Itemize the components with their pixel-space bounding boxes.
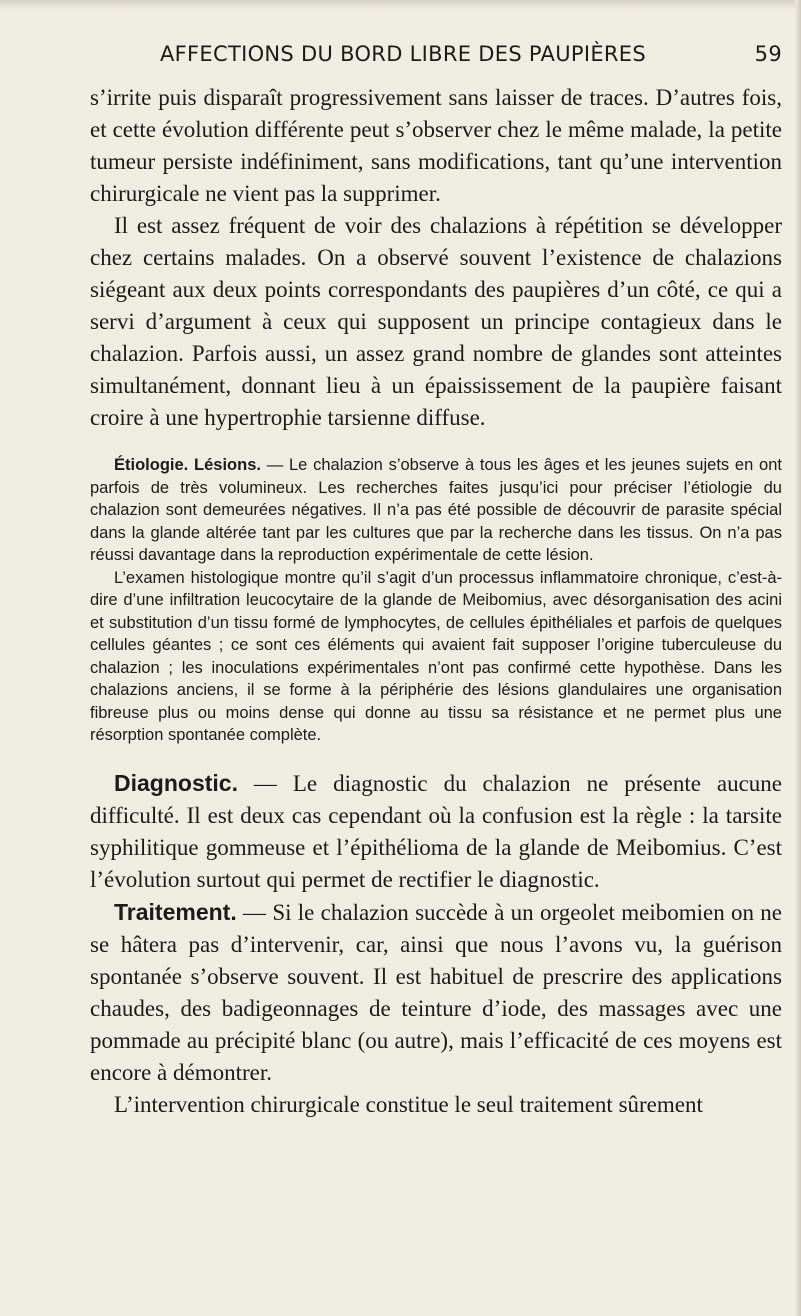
running-title: AFFECTIONS DU BORD LIBRE DES PAUPIÈRES	[160, 42, 646, 66]
spacer	[90, 434, 782, 454]
section-heading-diagnostic: Diagnostic.	[114, 769, 238, 796]
spacer	[90, 747, 782, 767]
traitement-text: — Si le chalazion succède à un orgeolet meibomien on ne se hâtera pas d’intervenir, car, ainsi que nous l’avons vu, la guérison spontanée s’observe souvent. Il est habituel de prescrire des applications chaudes, des badigeonnages de teinture d’iode, des massages avec une pommade au précipité blanc (ou autre), mais l’efficacité de ces moyens est encore à démontrer.	[90, 899, 782, 1085]
paragraph-repetition: Il est assez fréquent de voir des chalazions à répétition se développer chez certains malades. On a observé souvent l’existence de chalazions siégeant aux deux points correspondants des paupières d’un côté, ce qui a servi d’argument à ceux qui supposent un principe contagieux dans le chalazion. Parfois aussi, un assez grand nombre de glandes sont atteintes simultanément, donnant lieu à un épaississement de la paupière faisant croire à une hypertrophie tarsienne diffuse.	[90, 213, 782, 430]
paragraph-examen-histologique: L’examen histologique montre qu’il s’agit d’un processus inflammatoire chronique, c’est-à-dire d’une infiltration leucocytaire de la glande de Meibomius, avec désorganisation des acini et substitution d’un tissu formé de lymphocytes, de cellules épithéliales et parfois de quelques cellules géantes ; ce sont ces éléments qui avaient fait supposer l’origine tuberculeuse du chalazion ; les inoculations expérimentales n’ont pas confirmé cette hypothèse. Dans les chalazions anciens, il se forme à la périphérie des lésions glandulaires une organisation fibreuse plus ou moins dense qui donne au tissu sa résistance et ne permet plus une résorption spontanée complète.	[90, 568, 782, 744]
paragraph-continuation: s’irrite puis disparaît progressivement sans laisser de traces. D’autres fois, et cette évolution différente peut s’observer chez le même malade, la petite tumeur persiste indéfiniment, sans modifications, tant qu’une intervention chirurgicale ne vient pas la supprimer.	[90, 85, 782, 206]
page-edge-shadow	[0, 0, 801, 10]
paragraph-traitement	[90, 896, 782, 1089]
body-text	[90, 82, 782, 1121]
section-heading-etiologie: Étiologie. Lésions.	[114, 456, 261, 474]
paragraph-diagnostic	[90, 767, 782, 896]
etiologie-text: — Le chalazion s’observe à tous les âges et les jeunes sujets en ont parfois de très volumineux. Les recherches faites jusqu’ici pour préciser l’étiologie du chalazion sont demeurées négatives. Il n’a pas été possible de découvrir de parasite spécial dans la glande altérée tant par les cultures que par la recherche dans les tissus. On n’a pas réussi davantage dans la reproduction expérimentale de cette lésion.	[90, 456, 782, 564]
page-edge-shadow-right	[795, 0, 801, 1316]
paragraph-intervention: L’intervention chirurgicale constitue le seul traitement sûrement	[114, 1091, 703, 1117]
page-number: 59	[754, 42, 782, 66]
section-heading-traitement: Traitement.	[114, 898, 237, 925]
paragraph-etiologie	[90, 454, 782, 567]
diagnostic-text: — Le diagnostic du chalazion ne présente aucune difficulté. Il est deux cas cependant où la confusion est la règle : la tarsite syphilitique gommeuse et l’épithélioma de la glande de Meibomius. C’est l’évolution surtout qui permet de rectifier le diagnostic.	[90, 770, 782, 892]
running-head	[90, 42, 782, 70]
